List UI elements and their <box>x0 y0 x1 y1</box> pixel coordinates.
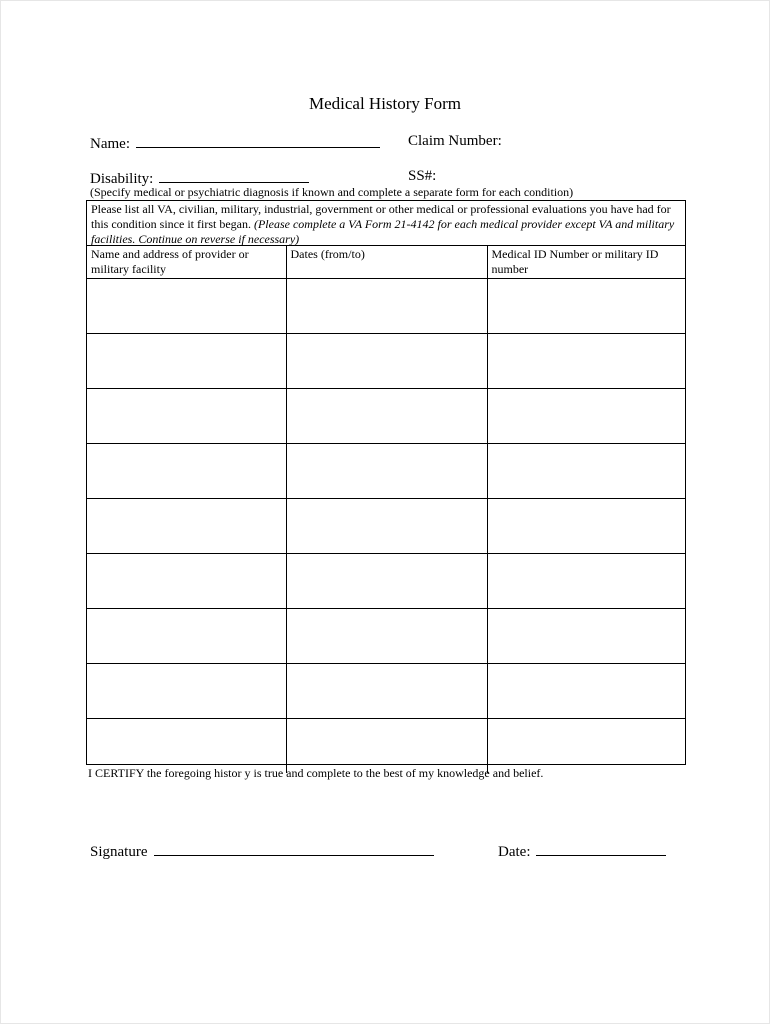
certification-statement: I CERTIFY the foregoing histor y is true and complete to the best of my knowledge and belief. <box>88 766 544 780</box>
table-row <box>87 719 685 774</box>
provider-cell[interactable] <box>87 444 286 499</box>
form-title: Medical History Form <box>308 94 462 113</box>
claim-number-field-row <box>408 133 502 150</box>
dates-cell[interactable] <box>286 664 487 719</box>
signature-input-line[interactable] <box>154 841 434 856</box>
name-field-row <box>90 133 380 153</box>
signature-field-row <box>90 841 434 861</box>
provider-cell[interactable] <box>87 279 286 334</box>
provider-cell[interactable] <box>87 664 286 719</box>
provider-cell[interactable] <box>87 554 286 609</box>
date-label: Date: <box>498 844 531 860</box>
medical-id-cell[interactable] <box>487 664 685 719</box>
provider-cell[interactable] <box>87 499 286 554</box>
table-row <box>87 444 685 499</box>
ss-field-row <box>408 168 436 185</box>
name-input-line[interactable] <box>136 133 380 148</box>
dates-cell[interactable] <box>286 389 487 444</box>
name-label: Name: <box>90 136 130 152</box>
diagnosis-note: (Specify medical or psychiatric diagnosis if known and complete a separate form for each condition) <box>90 185 574 199</box>
table-row <box>87 554 685 609</box>
column-header-provider: Name and address of provider or military facility <box>87 246 286 279</box>
table-header-row <box>87 246 685 279</box>
signature-label: Signature <box>90 844 148 860</box>
medical-id-cell[interactable] <box>487 554 685 609</box>
medical-id-cell[interactable] <box>487 334 685 389</box>
medical-id-cell[interactable] <box>487 609 685 664</box>
medical-id-cell[interactable] <box>487 279 685 334</box>
table-row <box>87 334 685 389</box>
medical-id-cell[interactable] <box>487 389 685 444</box>
provider-cell[interactable] <box>87 389 286 444</box>
disability-label: Disability: <box>90 171 154 187</box>
instructions-text <box>91 202 683 247</box>
dates-cell[interactable] <box>286 444 487 499</box>
dates-cell[interactable] <box>286 554 487 609</box>
provider-cell[interactable] <box>87 609 286 664</box>
dates-cell[interactable] <box>286 279 487 334</box>
provider-cell[interactable] <box>87 719 286 774</box>
dates-cell[interactable] <box>286 334 487 389</box>
medical-id-cell[interactable] <box>487 719 685 774</box>
table-row <box>87 609 685 664</box>
provider-history-table <box>87 245 685 773</box>
table-row <box>87 664 685 719</box>
column-header-medical-id: Medical ID Number or military ID number <box>487 246 685 279</box>
table-row <box>87 279 685 334</box>
disability-input-line[interactable] <box>159 168 309 183</box>
instructions-plain: Please list all VA, civilian, military, industrial, government or other medical or professional evaluations you have had for this condition since it first began. <box>91 202 671 231</box>
provider-cell[interactable] <box>87 334 286 389</box>
date-input-line[interactable] <box>536 841 666 856</box>
claim-number-label: Claim Number: <box>408 133 502 149</box>
instructions-italic: (Please complete a VA Form 21-4142 for each medical provider except VA and military facilities. Continue on reverse if necessary) <box>91 217 675 246</box>
column-header-dates: Dates (from/to) <box>286 246 487 279</box>
provider-history-box <box>86 200 686 765</box>
medical-id-cell[interactable] <box>487 444 685 499</box>
date-field-row <box>498 841 666 861</box>
table-row <box>87 389 685 444</box>
medical-id-cell[interactable] <box>487 499 685 554</box>
dates-cell[interactable] <box>286 499 487 554</box>
table-row <box>87 499 685 554</box>
dates-cell[interactable] <box>286 719 487 774</box>
ss-label: SS#: <box>408 168 437 184</box>
dates-cell[interactable] <box>286 609 487 664</box>
